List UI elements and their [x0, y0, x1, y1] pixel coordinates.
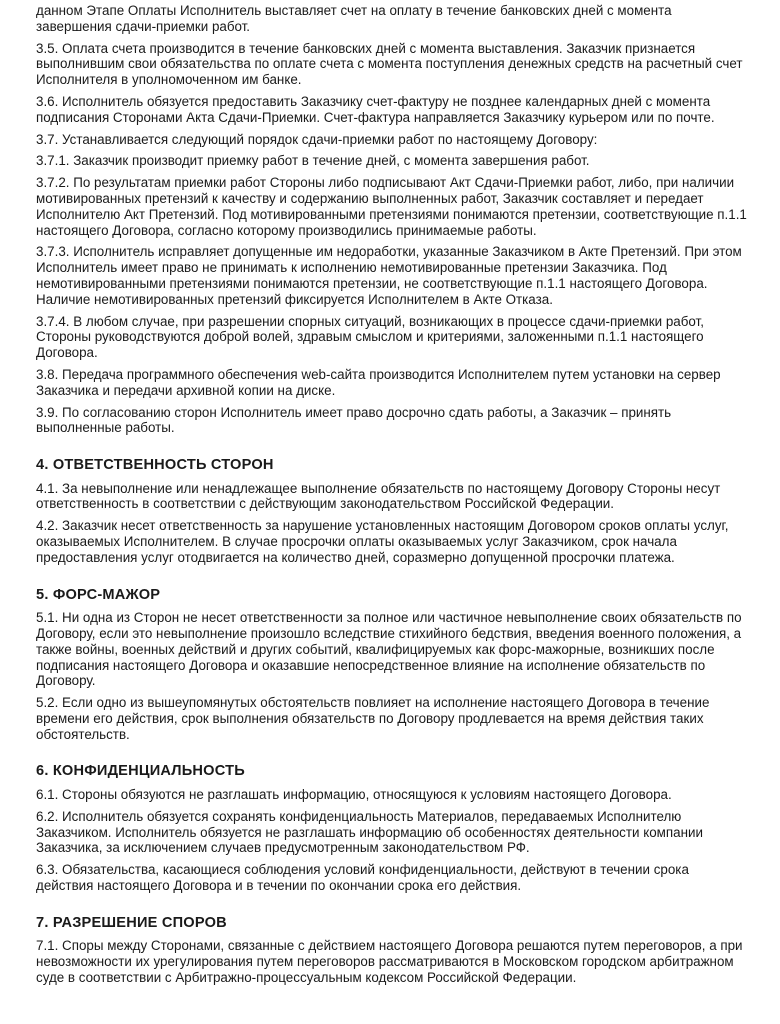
clause-3-5: 3.5. Оплата счета производится в течение банковских дней с момента выставления. Заказчик признается выполнившим свои обязательства по оплате счета с момента поступления денежных средств на расчетный счет Исполнителя в уполномоченном им банке. [36, 40, 743, 88]
clause-3-6: 3.6. Исполнитель обязуется предоставить Заказчику счет-фактуру не позднее календарных дней с момента подписания Сторонами Акта Сдачи-Приемки. Счет-фактура направляется Заказчику курьером или по почте. [36, 93, 715, 125]
clause-6-1: 6.1. Стороны обязуются не разглашать информацию, относящуюся к условиям настоящего Договора. [36, 786, 672, 802]
clause-continuation: данном Этапе Оплаты Исполнитель выставляет счет на оплату в течение банковских дней с момента завершения сдачи-приемки работ. [36, 3, 672, 34]
clause-5-1: 5.1. Ни одна из Сторон не несет ответственности за полное или частичное невыполнение своих обязательств по Договору, если это невыполнение произошло вследствие стихийного бедствия, введения военного положения, а также войны, военных действий и других событий, квалифицируемых как форс-мажорные, возникших после подписания настоящего Договора и оказавшие непосредственное влияние на исполнение обязательств по Договору. [36, 610, 742, 689]
section-5-heading: 5. ФОРС-МАЖОР [36, 586, 161, 603]
section-6-confidentiality [36, 763, 747, 893]
section-6-heading: 6. КОНФИДЕНЦИАЛЬНОСТЬ [36, 763, 245, 780]
section-7-dispute-resolution [36, 915, 747, 986]
clause-3-7: 3.7. Устанавливается следующий порядок сдачи-приемки работ по настоящему Договору: [36, 131, 598, 147]
section-4-heading: 4. ОТВЕТСТВЕННОСТЬ СТОРОН [36, 457, 274, 474]
clause-7-1: 7.1. Споры между Сторонами, связанные с действием настоящего Договора решаются путем переговоров, а при невозможности их урегулирования путем переговоров рассматриваются в Московском городском арбитражном суде в соответствии с Арбитражно-процессуальным кодексом Российской Федерации. [36, 938, 743, 985]
clause-6-3: 6.3. Обязательства, касающиеся соблюдения условий конфиденциальности, действуют в течении срока действия настоящего Договора и в течении по окончании срока его действия. [36, 862, 689, 893]
clause-3-7-4: 3.7.4. В любом случае, при разрешении спорных ситуаций, возникающих в процессе сдачи-приемки работ, Стороны руководствуются доброй волей, здравым смыслом и критериями, заложенными п.1.1 настоящего Договора. [36, 313, 704, 361]
clause-6-2: 6.2. Исполнитель обязуется сохранять конфиденциальность Материалов, передаваемых Исполнителю Заказчиком. Исполнитель обязуется не разглашать информацию об особенностях деятельности компании Заказчика, за исключением случаев предусмотренным законодательством РФ. [36, 808, 703, 856]
clause-4-2: 4.2. Заказчик несет ответственность за нарушение установленных настоящим Договором сроков оплаты услуг, оказываемых Исполнителем. В случае просрочки оплаты оказываемых услуг Заказчиком, срок начала предоставления услуг отодвигается на количество дней, соразмерно допущенной просрочки платежа. [36, 518, 729, 565]
section-3-payment-acceptance [36, 41, 747, 437]
section-7-heading: 7. РАЗРЕШЕНИЕ СПОРОВ [36, 914, 227, 931]
clause-3-7-3: 3.7.3. Исполнитель исправляет допущенные им недоработки, указанные Заказчиком в Акте Претензий. При этом Исполнитель имеет право не принимать к исполнению немотивированные претензии Заказчика. Под немотивированными претензиями понимаются претензии, не соответствующие п.1.1 настоящего Договора. Наличие немотивированных претензий фиксируется Исполнителем в Акте Отказа. [36, 244, 742, 307]
clause-3-8: 3.8. Передача программного обеспечения web-сайта производится Исполнителем путем установки на сервер Заказчика и передачи архивной копии на диске. [36, 366, 721, 398]
clause-3-7-1: 3.7.1. Заказчик производит приемку работ в течение дней, с момента завершения работ. [36, 153, 590, 169]
clause-4-1: 4.1. За невыполнение или ненадлежащее выполнение обязательств по настоящему Договору Стороны несут ответственность в соответствии с действующим законодательством Российской Федерации. [36, 480, 721, 512]
section-5-force-majeure [36, 587, 747, 743]
clause-3-7-2: 3.7.2. По результатам приемки работ Стороны либо подписывают Акт Сдачи-Приемки работ, либо, при наличии мотивированных претензий к качеству и содержанию выполненных работ, Заказчик составляет и передает Исполнителю Акт Претензий. Под мотивированными претензиями понимаются претензии, соответствующие п.1.1 настоящего Договора, согласно которому производились принимаемые работы. [36, 175, 747, 238]
clause-3-9: 3.9. По согласованию сторон Исполнитель имеет право досрочно сдать работы, а Заказчик – принять выполненные работы. [36, 404, 672, 436]
clause-5-2: 5.2. Если одно из вышеупомянутых обстоятельств повлияет на исполнение настоящего Договора в течение времени его действия, срок выполнения обязательств по Договору продлевается на время действия таких обстоятельств. [36, 695, 710, 742]
section-4-liability [36, 457, 747, 565]
